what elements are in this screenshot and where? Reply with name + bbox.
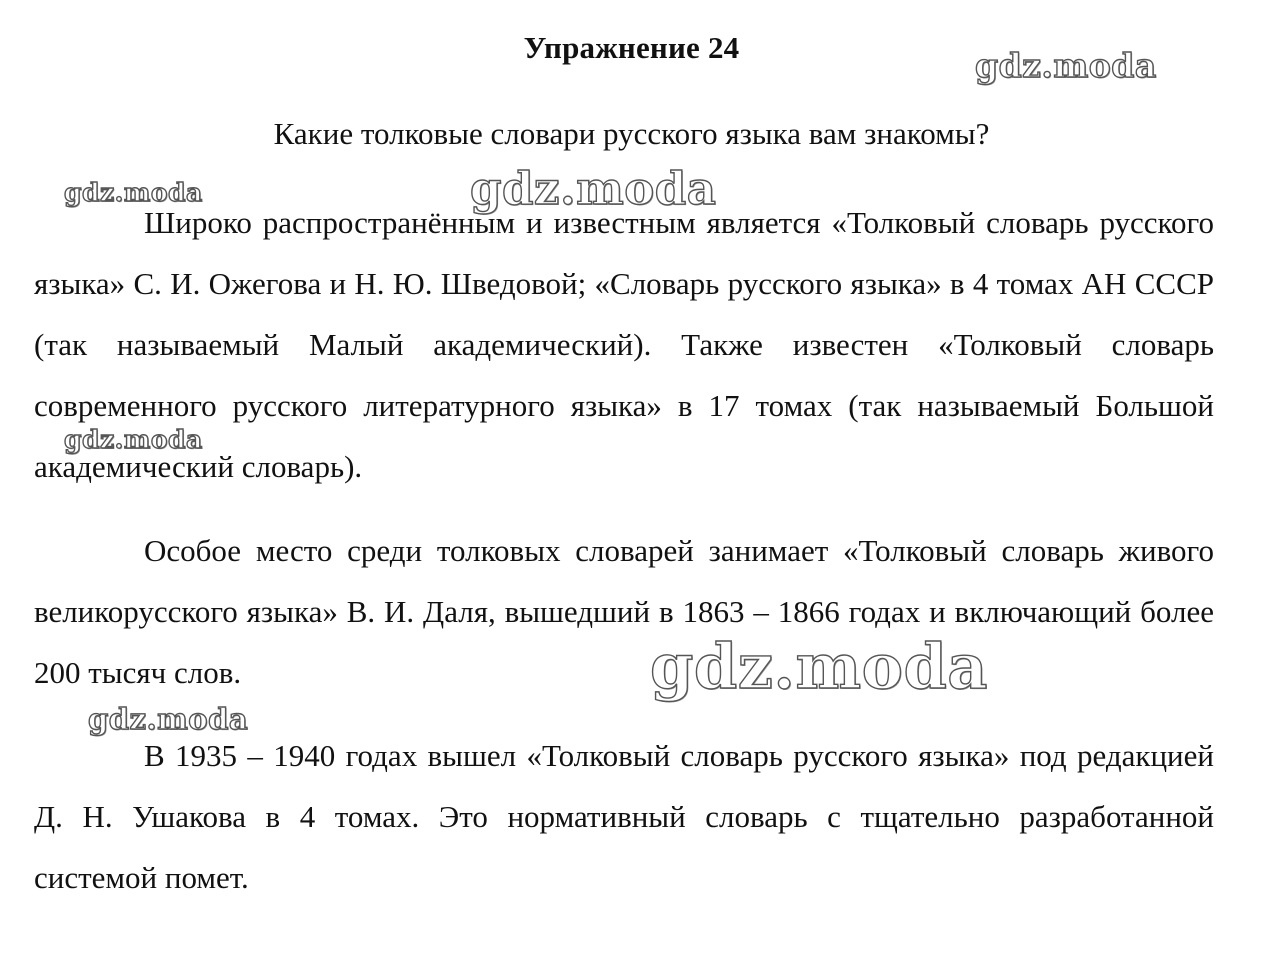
watermark-logo: gdz.moda — [975, 46, 1157, 85]
exercise-title: Упражнение 24 — [523, 30, 740, 65]
watermark-logo: gdz.moda — [88, 702, 249, 736]
exercise-question: Какие толковые словари русского языка вам знакомы? — [273, 116, 990, 151]
watermark-logo: gdz.moda — [64, 178, 203, 207]
watermark-logo: gdz.moda — [470, 162, 717, 215]
watermark-logo: gdz.moda — [64, 425, 203, 454]
answer-paragraph-1: Широко распространённым и известным является «Толковый словарь русского языка» С. И. Ожегова и Н. Ю. Шведовой; «Словарь русского языка» в 4 томах АН СССР (так называемый Малый академический). Также известен «Толковый словарь современного русского литературного языка» в 17 томах (так называемый Большой академический словарь). — [34, 205, 1214, 484]
answer-paragraph-2: Особое место среди толковых словарей занимает «Толковый словарь живого великорусского языка» В. И. Даля, вышедший в 1863 – 1866 годах и включающий более 200 тысяч слов. — [34, 533, 1214, 690]
watermark-logo: gdz.moda — [650, 630, 988, 703]
answer-paragraph-3: В 1935 – 1940 годах вышел «Толковый словарь русского языка» под редакцией Д. Н. Ушакова в 4 томах. Это нормативный словарь с тщательно разработанной системой помет. — [34, 738, 1214, 895]
